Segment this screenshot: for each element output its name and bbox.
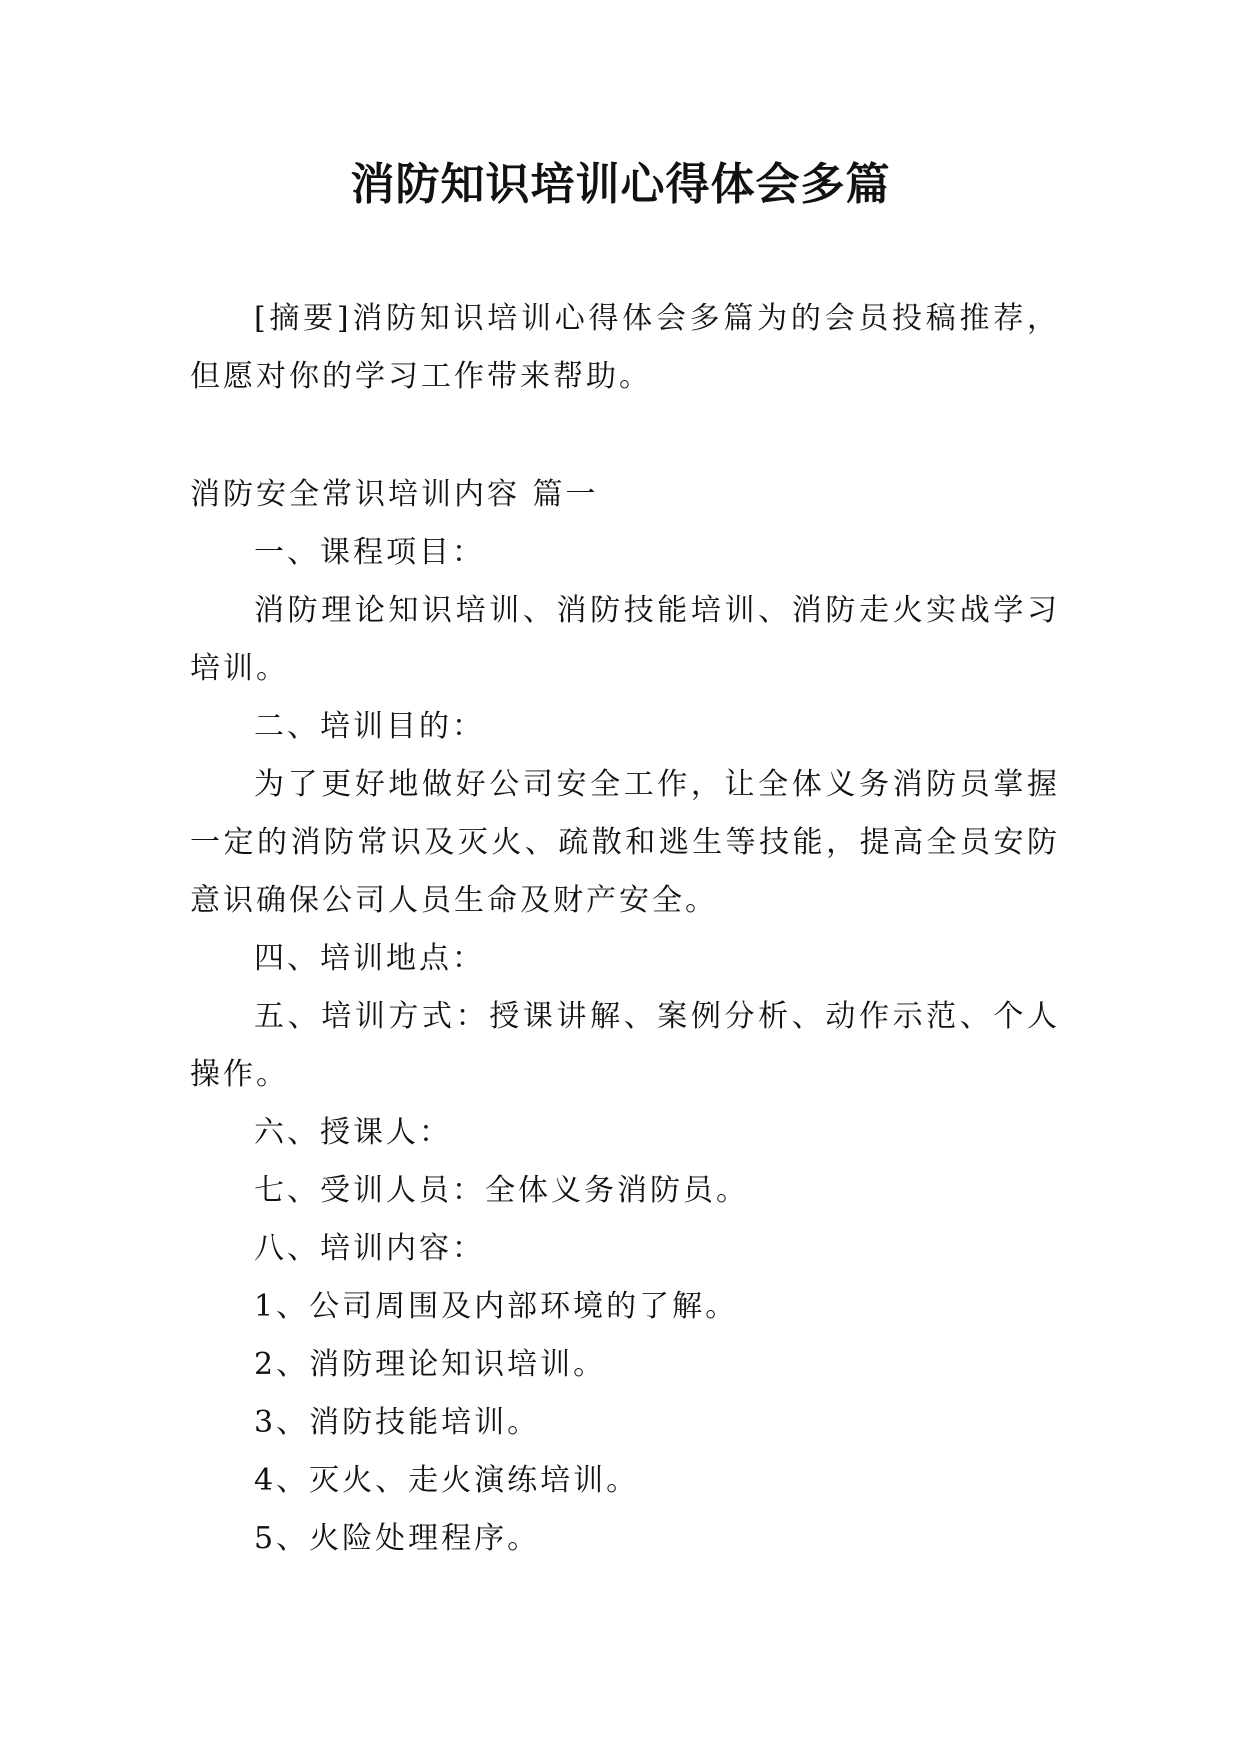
list-item: 5、火险处理程序。 bbox=[254, 1521, 541, 1556]
paragraph-content-heading: 八、培训内容： bbox=[254, 1231, 485, 1266]
paragraph-course-items: 一、课程项目： bbox=[254, 535, 485, 570]
list-item: 1、公司周围及内部环境的了解。 bbox=[254, 1289, 739, 1324]
paragraph-purpose-heading: 二、培训目的： bbox=[254, 709, 485, 744]
paragraph-instructor: 六、授课人： bbox=[254, 1115, 452, 1150]
paragraph-method: 五、培训方式：授课讲解、案例分析、动作示范、个人操作。 bbox=[190, 999, 1060, 1092]
paragraph-purpose-text: 为了更好地做好公司安全工作，让全体义务消防员掌握一定的消防常识及灭火、疏散和逃生等技能，提高全员安防意识确保公司人员生命及财产安全。 bbox=[190, 767, 1060, 918]
paragraph-course-list: 消防理论知识培训、消防技能培训、消防走火实战学习培训。 bbox=[190, 593, 1060, 686]
paragraph-trainees: 七、受训人员：全体义务消防员。 bbox=[254, 1173, 749, 1208]
paragraph-location: 四、培训地点： bbox=[254, 941, 485, 976]
spacer bbox=[190, 406, 1060, 466]
list-item: 4、灭火、走火演练培训。 bbox=[254, 1463, 640, 1498]
list-item: 2、消防理论知识培训。 bbox=[254, 1347, 607, 1382]
abstract-paragraph: [摘要]消防知识培训心得体会多篇为的会员投稿推荐，但愿对你的学习工作带来帮助。 bbox=[190, 301, 1060, 394]
section-heading: 消防安全常识培训内容 篇一 bbox=[190, 477, 599, 512]
document-title: 消防知识培训心得体会多篇 bbox=[350, 159, 891, 210]
list-item: 3、消防技能培训。 bbox=[254, 1405, 541, 1440]
document-body bbox=[190, 290, 1060, 1568]
